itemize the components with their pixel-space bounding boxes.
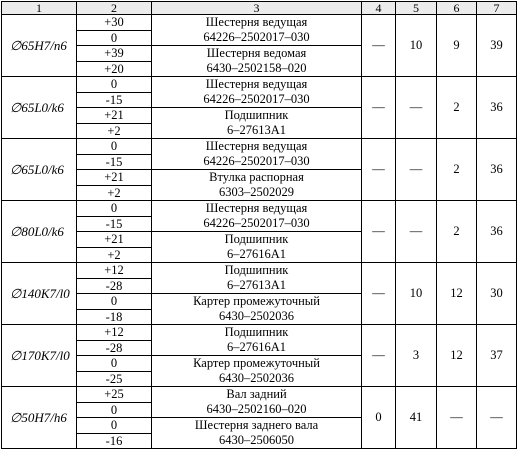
deviation-value: +25 xyxy=(77,387,152,403)
part-cell xyxy=(152,139,362,170)
table-row xyxy=(2,77,517,93)
value-c5: 41 xyxy=(396,387,437,449)
table-row xyxy=(2,139,517,155)
value-c4: — xyxy=(362,139,396,201)
part-code: 6430–2502036 xyxy=(219,371,294,385)
value-c7: 36 xyxy=(477,139,517,201)
fit-designation: ∅80L0/k6 xyxy=(2,201,77,263)
fits-table xyxy=(1,1,517,449)
part-name: Шестерня заднего вала xyxy=(194,418,319,432)
value-c5: 3 xyxy=(396,325,437,387)
deviation-value: +30 xyxy=(77,15,152,31)
part-name: Шестерня ведущая xyxy=(205,139,308,153)
fit-designation: ∅170K7/l0 xyxy=(2,325,77,387)
value-c7: 30 xyxy=(477,263,517,325)
value-c6: 12 xyxy=(437,263,477,325)
value-c4: — xyxy=(362,15,396,77)
value-c4: 0 xyxy=(362,387,396,449)
deviation-value: -28 xyxy=(77,340,152,356)
deviation-value: 0 xyxy=(77,418,152,434)
value-c7: 36 xyxy=(477,77,517,139)
deviation-value: +39 xyxy=(77,46,152,62)
part-name: Вал задний xyxy=(226,387,287,401)
part-cell xyxy=(152,387,362,418)
part-name: Шестерня ведущая xyxy=(205,15,308,29)
part-name: Подшипник xyxy=(224,108,289,122)
deviation-value: 0 xyxy=(77,139,152,155)
deviation-value: 0 xyxy=(77,294,152,310)
col-header-1: 1 xyxy=(2,2,77,15)
value-c5: — xyxy=(396,139,437,201)
col-header-7: 7 xyxy=(477,2,517,15)
deviation-value: -28 xyxy=(77,278,152,294)
part-name: Картер промежуточный xyxy=(193,294,320,308)
value-c4: — xyxy=(362,263,396,325)
table-row xyxy=(2,325,517,341)
table-row xyxy=(2,387,517,403)
col-header-2: 2 xyxy=(77,2,152,15)
value-c5: 10 xyxy=(396,263,437,325)
part-code: 6–27616А1 xyxy=(226,247,287,261)
deviation-value: +20 xyxy=(77,61,152,77)
deviation-value: 0 xyxy=(77,356,152,372)
part-cell xyxy=(152,263,362,294)
part-code: 6430–2502036 xyxy=(219,309,294,323)
deviation-value: +21 xyxy=(77,232,152,248)
part-name: Подшипник xyxy=(224,232,289,246)
deviation-value: +21 xyxy=(77,108,152,124)
value-c4: — xyxy=(362,201,396,263)
part-code: 64226–2502017–030 xyxy=(203,154,310,168)
value-c4: — xyxy=(362,77,396,139)
deviation-value: +12 xyxy=(77,325,152,341)
deviation-value: -18 xyxy=(77,309,152,325)
part-code: 64226–2502017–030 xyxy=(203,92,310,106)
value-c4: — xyxy=(362,325,396,387)
table-body xyxy=(2,15,517,449)
value-c6: 2 xyxy=(437,201,477,263)
part-code: 6–27616А1 xyxy=(226,340,287,354)
deviation-value: -16 xyxy=(77,433,152,449)
part-cell xyxy=(152,108,362,139)
value-c6: — xyxy=(437,387,477,449)
value-c6: 2 xyxy=(437,139,477,201)
part-name: Подшипник xyxy=(224,263,289,277)
part-code: 6303–2502029 xyxy=(219,185,294,199)
value-c5: — xyxy=(396,201,437,263)
value-c6: 12 xyxy=(437,325,477,387)
part-cell xyxy=(152,356,362,387)
part-cell xyxy=(152,77,362,108)
deviation-value: -15 xyxy=(77,92,152,108)
deviation-value: 0 xyxy=(77,201,152,217)
col-header-5: 5 xyxy=(396,2,437,15)
part-code: 6–27613А1 xyxy=(226,123,287,137)
table-row xyxy=(2,201,517,217)
value-c7: 37 xyxy=(477,325,517,387)
part-name: Картер промежуточный xyxy=(193,356,320,370)
deviation-value: +2 xyxy=(77,123,152,139)
part-cell xyxy=(152,294,362,325)
part-cell xyxy=(152,325,362,356)
value-c6: 9 xyxy=(437,15,477,77)
part-cell xyxy=(152,201,362,232)
deviation-value: +2 xyxy=(77,247,152,263)
value-c7: — xyxy=(477,387,517,449)
header-row xyxy=(2,2,517,15)
deviation-value: +21 xyxy=(77,170,152,186)
part-code: 64226–2502017–030 xyxy=(203,216,310,230)
part-cell xyxy=(152,170,362,201)
fit-designation: ∅50H7/h6 xyxy=(2,387,77,449)
deviation-value: -15 xyxy=(77,154,152,170)
deviation-value: 0 xyxy=(77,30,152,46)
part-cell xyxy=(152,46,362,77)
fit-designation: ∅140K7/l0 xyxy=(2,263,77,325)
part-code: 6–27613А1 xyxy=(226,278,287,292)
fit-designation: ∅65H7/n6 xyxy=(2,15,77,77)
col-header-4: 4 xyxy=(362,2,396,15)
fit-designation: ∅65L0/k6 xyxy=(2,77,77,139)
part-cell xyxy=(152,15,362,46)
value-c7: 39 xyxy=(477,15,517,77)
value-c6: 2 xyxy=(437,77,477,139)
value-c5: 10 xyxy=(396,15,437,77)
deviation-value: +12 xyxy=(77,263,152,279)
part-code: 6430–2502158–020 xyxy=(206,61,307,75)
part-code: 6430–2502160–020 xyxy=(206,402,307,416)
deviation-value: 0 xyxy=(77,77,152,93)
table-row xyxy=(2,263,517,279)
col-header-3: 3 xyxy=(152,2,362,15)
deviation-value: +2 xyxy=(77,185,152,201)
part-name: Шестерня ведомая xyxy=(206,46,307,60)
part-name: Шестерня ведущая xyxy=(205,77,308,91)
part-name: Шестерня ведущая xyxy=(205,201,308,215)
value-c5: — xyxy=(396,77,437,139)
table-row xyxy=(2,15,517,31)
value-c7: 36 xyxy=(477,201,517,263)
deviation-value: 0 xyxy=(77,402,152,418)
col-header-6: 6 xyxy=(437,2,477,15)
part-name: Подшипник xyxy=(224,325,289,339)
deviation-value: -15 xyxy=(77,216,152,232)
part-cell xyxy=(152,418,362,449)
part-name: Втулка распорная xyxy=(209,170,304,184)
fit-designation: ∅65L0/k6 xyxy=(2,139,77,201)
deviation-value: -25 xyxy=(77,371,152,387)
part-code: 6430–2506050 xyxy=(219,433,294,447)
part-cell xyxy=(152,232,362,263)
part-code: 64226–2502017–030 xyxy=(203,30,310,44)
